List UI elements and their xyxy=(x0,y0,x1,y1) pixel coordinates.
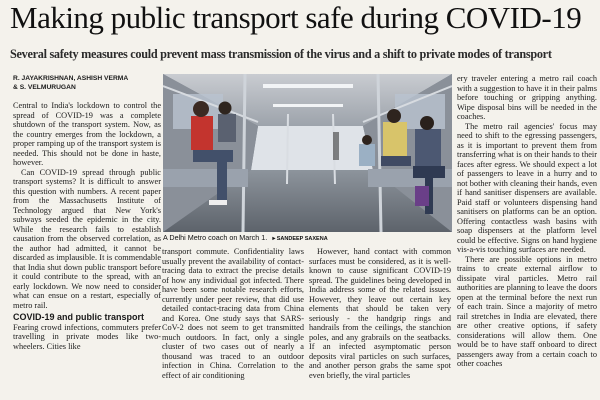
metro-coach-illustration xyxy=(163,74,452,232)
byline-line-1: R. JAYAKRISHNAN, ASHISH VERMA xyxy=(13,75,129,82)
paragraph: transport commute. Confidentiality laws usually prevent the availability of contact-tracing data to extract the precise details of how any individual got infected. There have been some notable research efforts, currently under peer review, that did use detailed contact-tracing data from China and Korea. One study says that SARS-CoV-2 does not seem to get transmitted much outdoors. In fact, only a single cluster of two cases out of nearly a thousand was traced to an outdoor infection in China. Correlation to the effect of air conditioning xyxy=(162,247,304,380)
article-column-1 xyxy=(13,101,161,400)
paragraph: The metro rail agencies' focus may need to shift to the egressing passengers, as it is important to prevent them from transferring what is on their hands to their faces after egress. We should expect a lot of passengers to leave in a hurry and to not bother with cleaning their hands, even if hand sanitiser dispensers are available. Paid staff or volunteers dispensing hand sanitisers on platforms can be an option. Offering contactless wash basins with soap dispensers at the platform level could be effective. Signs on hand hygiene vis-a-vis touching surfaces are needed. xyxy=(457,121,597,254)
standfirst: Several safety measures could prevent mass transmission of the virus and a shift to private modes of transport xyxy=(10,47,552,61)
photo-credit-name: SANDEEP SAXENA xyxy=(276,236,328,242)
photo-caption xyxy=(163,233,453,244)
photo-credit: ►SANDEEP SAXENA xyxy=(271,236,328,242)
article-column-3 xyxy=(309,247,451,400)
metro-coach-photo xyxy=(163,74,452,232)
paragraph: Fearing crowd infections, commuters prefer travelling in private modes like two-wheelers. Cities like xyxy=(13,322,161,351)
subheading: COVID-19 and public transport xyxy=(13,312,145,322)
byline xyxy=(13,75,163,92)
paragraph: However, hand contact with common surfaces must be considered, as it is well-known to cause significant COVID-19 spread. The guidelines being developed in India address some of the related issues. However, they leave out certain key elements that should be taken very seriously - the handgrip rings and handrails from the ceilings, the stanchion poles, and any grabrails on the seatbacks. If an infected asymptomatic person deposits viral particles on such surfaces, and another person grabs the same spot even briefly, the viral particles xyxy=(309,247,451,380)
byline-line-2: & S. VELMURUGAN xyxy=(13,83,76,91)
caption-text: A Delhi Metro coach on March 1. xyxy=(163,233,268,242)
paragraph: ery traveler entering a metro rail coach with a suggestion to have it in their palms before touching or gripping anything. Wipe disposal bins will be needed in the coaches. xyxy=(457,74,597,121)
paragraph: There are possible options in metro trains to create external airflow to dissipate viral particles. Metro rail authorities are planning to leave the doors open at the terminal before the next run of each train. Since a majority of metro rail stretches in India are elevated, there are other creative options, if safety considerations will allow them. One would be to have staff onboard to direct passengers away from a certain coach to other coaches xyxy=(457,254,597,368)
headline: Making public transport safe during COVID-19 xyxy=(10,0,582,35)
paragraph: Central to India's lockdown to control the spread of COVID-19 was a complete shutdown of the transport system. Now, as the country emerges from the lockdown, a proper ramping up of the transport system is needed. This should not be done in haste, however. xyxy=(13,101,161,167)
article-column-2 xyxy=(162,247,304,400)
paragraph: Can COVID-19 spread through public transport systems? It is difficult to answer this question with numbers. A recent paper from the Massachusetts Institute of Technology argued that New York's subways seeded the epidemic in the city. While the research fails to establish causation from the observed correlation, as the author had admitted, it cannot be discarded as implausible. It is commendable that India shut down public transport before it could contribute to the spread, with an early lockdown. We now need to consider what can ensue on a restart, especially of metro rail. xyxy=(13,167,161,310)
article-column-4 xyxy=(457,74,597,400)
